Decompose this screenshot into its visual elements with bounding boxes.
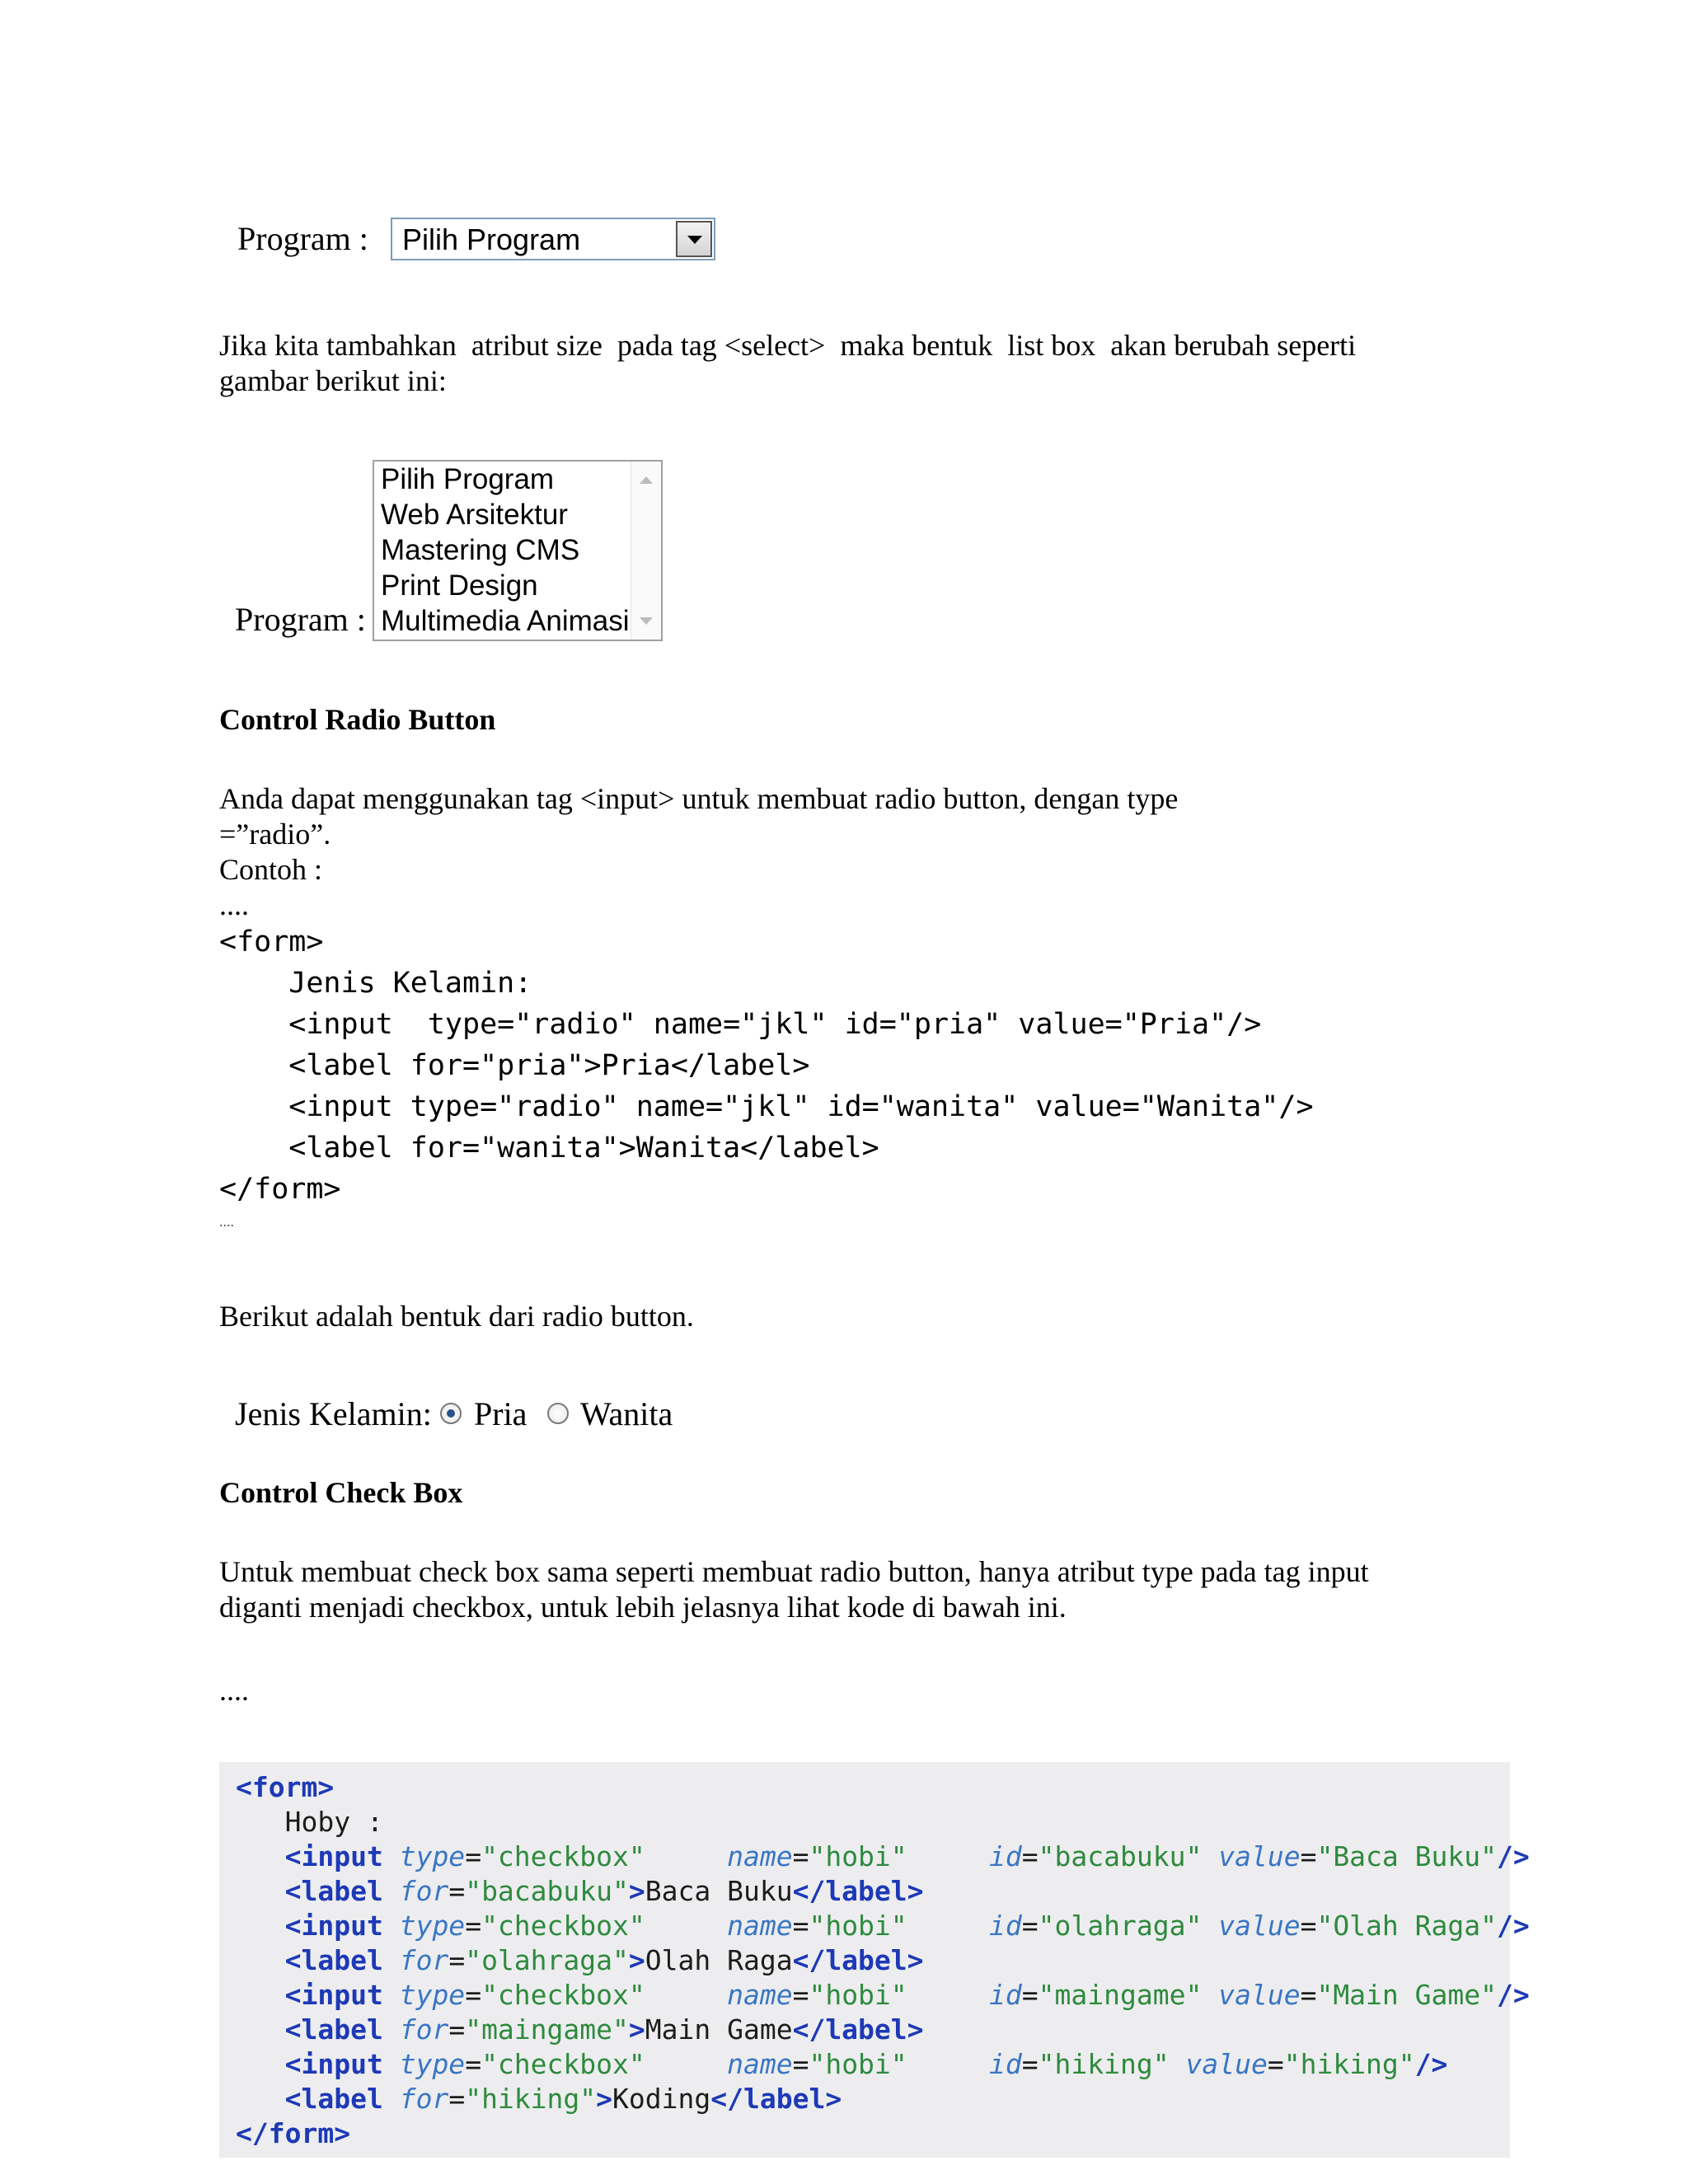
code-value: Baca Buku	[1333, 1840, 1481, 1872]
code-for: maingame	[481, 2013, 613, 2046]
radio-wanita-label[interactable]: Wanita	[580, 1395, 673, 1432]
code-label-text: Main Game	[645, 2013, 793, 2046]
checkbox-code-block	[219, 1762, 1530, 2158]
select-value: Pilih Program	[402, 223, 581, 256]
listbox-option[interactable]: Pilih Program	[381, 463, 555, 495]
code-listing: <form> Hoby : <input type="checkbox" name="hobi" id="bacabuku" value="Baca Buku"/> <label for="bacabuku">Baca Buku</label> <input type="checkbox" name="hobi" id="olahraga" value="Olah Raga"/> <label for="olahraga">Olah Raga</label> <input type="checkbox" name="hobi" id="maingame" value="Main Game"/> <label for="maingame">Main Game</label> <input type="checkbox" name="hobi" id="hiking" value="hiking"/> <label for="hiking">Koding</label> </form>	[236, 1771, 1530, 2149]
code-value: Main Game	[1333, 1979, 1481, 2011]
code-id: bacabuku	[1054, 1840, 1186, 1872]
radio-group-label: Jenis Kelamin:	[235, 1395, 432, 1432]
chevron-down-icon[interactable]	[676, 221, 712, 257]
program-select[interactable]	[391, 218, 715, 260]
code-line: <label for="wanita">Wanita</label>	[219, 1132, 879, 1165]
code-line: </form>	[219, 1173, 341, 1206]
radio-pria-label[interactable]: Pria	[474, 1395, 528, 1432]
program-listbox[interactable]	[373, 460, 663, 641]
scroll-down-icon[interactable]	[640, 617, 653, 625]
code-label-text: Olah Raga	[645, 1944, 793, 1976]
radio-pria[interactable]	[440, 1403, 462, 1424]
paragraph-radio-intro: Anda dapat menggunakan tag <input> untuk membuat radio button, dengan type =”radio”. Contoh : ....	[219, 782, 1179, 921]
code-line: <input type="radio" name="jkl" id="wanita" value="Wanita"/>	[219, 1090, 1314, 1123]
code-id: olahraga	[1054, 1910, 1186, 1942]
code-tag: <form>	[236, 1771, 335, 1803]
code-id: hiking	[1054, 2048, 1153, 2080]
paragraph-radio-result: Berikut adalah bentuk dari radio button.	[219, 1300, 694, 1333]
code-line: <label for="pria">Pria</label>	[219, 1049, 810, 1082]
code-value: Olah Raga	[1333, 1910, 1481, 1942]
heading-radio-button: Control Radio Button	[219, 703, 496, 736]
heading-check-box: Control Check Box	[219, 1476, 463, 1509]
code-tag: </form>	[236, 2117, 351, 2149]
scroll-up-icon[interactable]	[640, 476, 653, 484]
listbox-option[interactable]: Print Design	[381, 569, 538, 602]
paragraph-checkbox-intro: Untuk membuat check box sama seperti membuat radio button, hanya atribut type pada tag input diganti menjadi checkbox, untuk lebih jelasnya lihat kode di bawah ini.	[219, 1555, 1369, 1624]
code-for: hiking	[481, 2083, 580, 2115]
listbox-option[interactable]: Mastering CMS	[381, 534, 580, 566]
small-ellipsis: ....	[219, 1213, 234, 1230]
listbox-label: Program :	[235, 601, 366, 638]
code-label-text: Koding	[612, 2083, 711, 2115]
listbox-option[interactable]: Web Arsitektur	[381, 499, 568, 531]
code-for: olahraga	[481, 1944, 613, 1976]
code-label-text: Baca Buku	[645, 1875, 793, 1907]
code-line: Jenis Kelamin:	[219, 967, 532, 1000]
ellipsis: ....	[219, 1674, 249, 1707]
radio-wanita[interactable]	[547, 1403, 569, 1424]
listbox-scrollbar[interactable]	[631, 462, 661, 640]
code-value: hiking	[1300, 2048, 1399, 2080]
paragraph-size-attribute: Jika kita tambahkan atribut size pada tag <select> maka bentuk list box akan berubah seperti gambar berikut ini:	[219, 329, 1357, 397]
code-id: maingame	[1054, 1979, 1186, 2011]
listbox-option[interactable]: Multimedia Animasi	[381, 605, 630, 637]
code-text: Hoby :	[284, 1806, 383, 1838]
select-label: Program :	[237, 220, 368, 257]
code-for: bacabuku	[481, 1875, 613, 1907]
code-line: <input type="radio" name="jkl" id="pria" value="Pria"/>	[219, 1008, 1262, 1041]
code-line: <form>	[219, 926, 324, 958]
